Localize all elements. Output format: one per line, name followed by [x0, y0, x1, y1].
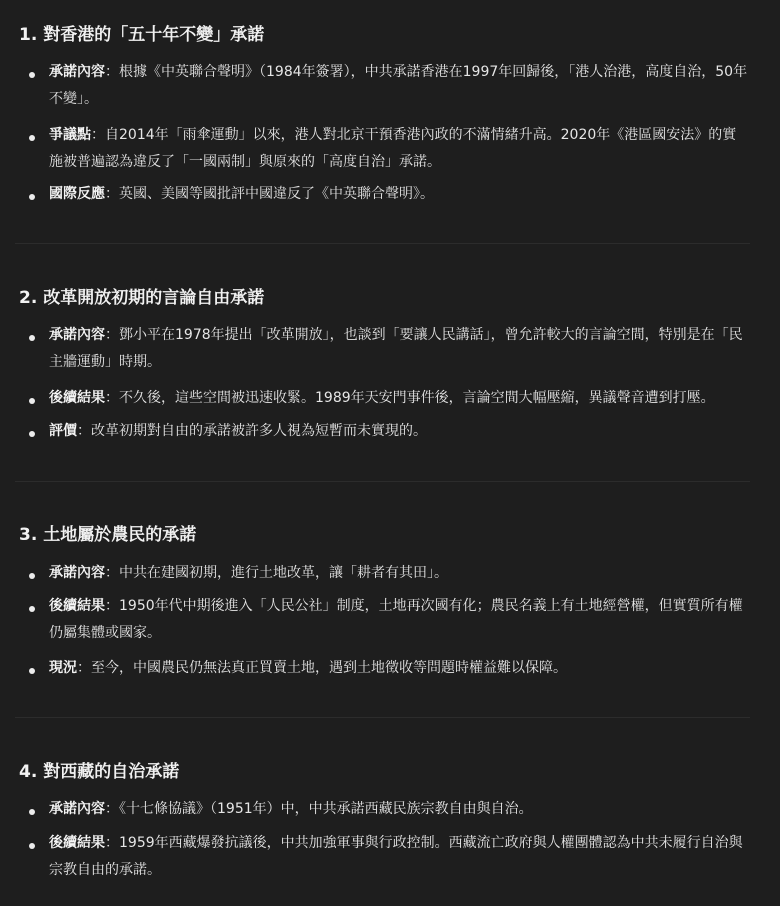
item-text: 至今，中國農民仍無法真正買賣土地，遇到土地徵收等問題時權益難以保障。 [91, 660, 567, 676]
item-label: 現況 [49, 660, 77, 676]
item-label: 評價 [49, 423, 77, 439]
bullet-dot-icon [29, 809, 35, 815]
bullet-dot-icon [29, 135, 35, 141]
section-divider [15, 717, 750, 718]
item-separator: ： [77, 660, 91, 676]
item-separator: ： [105, 390, 119, 406]
bullet-dot-icon [29, 573, 35, 579]
item-label: 爭議點 [49, 127, 91, 143]
item-text: 自2014年「雨傘運動」以來，港人對北京干預香港內政的不滿情緒升高。2020年《港區國安法》的實施被普遍認為違反了「一國兩制」與原來的「高度自治」承諾。 [49, 127, 737, 170]
item-label: 後續結果 [49, 390, 105, 406]
bullet-dot-icon [29, 398, 35, 404]
bullet-dot-icon [29, 431, 35, 437]
item-separator: ： [77, 423, 91, 439]
item-text: 不久後，這些空間被迅速收緊。1989年天安門事件後，言論空間大幅壓縮，異議聲音遭到打壓。 [119, 390, 715, 406]
item-separator: ： [91, 127, 105, 143]
item-separator: ： [105, 598, 119, 614]
bullet-dot-icon [29, 72, 35, 78]
section-heading: 4. 對西藏的自治承諾 [19, 762, 180, 782]
item-text: 1959年西藏爆發抗議後，中共加強軍事與行政控制。西藏流亡政府與人權團體認為中共未履行自治與宗教自由的承諾。 [49, 835, 743, 878]
item-text: 英國、美國等國批評中國違反了《中英聯合聲明》。 [119, 186, 434, 202]
section-heading: 3. 土地屬於農民的承諾 [19, 525, 197, 545]
item-separator: ： [105, 186, 119, 202]
item-text: 《十七條協議》（1951年）中，中共承諾西藏民族宗教自由與自治。 [119, 801, 533, 817]
section-heading: 2. 改革開放初期的言論自由承諾 [19, 288, 265, 308]
item-separator: ： [105, 64, 119, 80]
bullet-dot-icon [29, 335, 35, 341]
item-label: 後續結果 [49, 835, 105, 851]
section-divider [15, 481, 750, 482]
bullet-dot-icon [29, 194, 35, 200]
bullet-dot-icon [29, 606, 35, 612]
item-text: 改革初期對自由的承諾被許多人視為短暫而未實現的。 [91, 423, 427, 439]
item-label: 承諾內容 [49, 565, 105, 581]
item-text: 鄧小平在1978年提出「改革開放」，也談到「要讓人民講話」，曾允許較大的言論空間，特別是在「民主牆運動」時期。 [49, 327, 743, 370]
item-label: 國際反應 [49, 186, 105, 202]
item-separator: ： [105, 565, 119, 581]
item-text: 根據《中英聯合聲明》（1984年簽署），中共承諾香港在1997年回歸後，「港人治港，高度自治，50年不變」。 [49, 64, 748, 107]
bullet-dot-icon [29, 668, 35, 674]
section-heading: 1. 對香港的「五十年不變」承諾 [19, 25, 265, 45]
bullet-dot-icon [29, 843, 35, 849]
item-text: 1950年代中期後進入「人民公社」制度，土地再次國有化；農民名義上有土地經營權，但實質所有權仍屬集體或國家。 [49, 598, 743, 641]
item-label: 承諾內容 [49, 801, 105, 817]
item-separator: ： [105, 327, 119, 343]
item-label: 後續結果 [49, 598, 105, 614]
section-divider [15, 243, 750, 244]
item-label: 承諾內容 [49, 327, 105, 343]
item-text: 中共在建國初期，進行土地改革，讓「耕者有其田」。 [119, 565, 448, 581]
item-separator: ： [105, 835, 119, 851]
item-separator: ： [105, 801, 119, 817]
item-label: 承諾內容 [49, 64, 105, 80]
